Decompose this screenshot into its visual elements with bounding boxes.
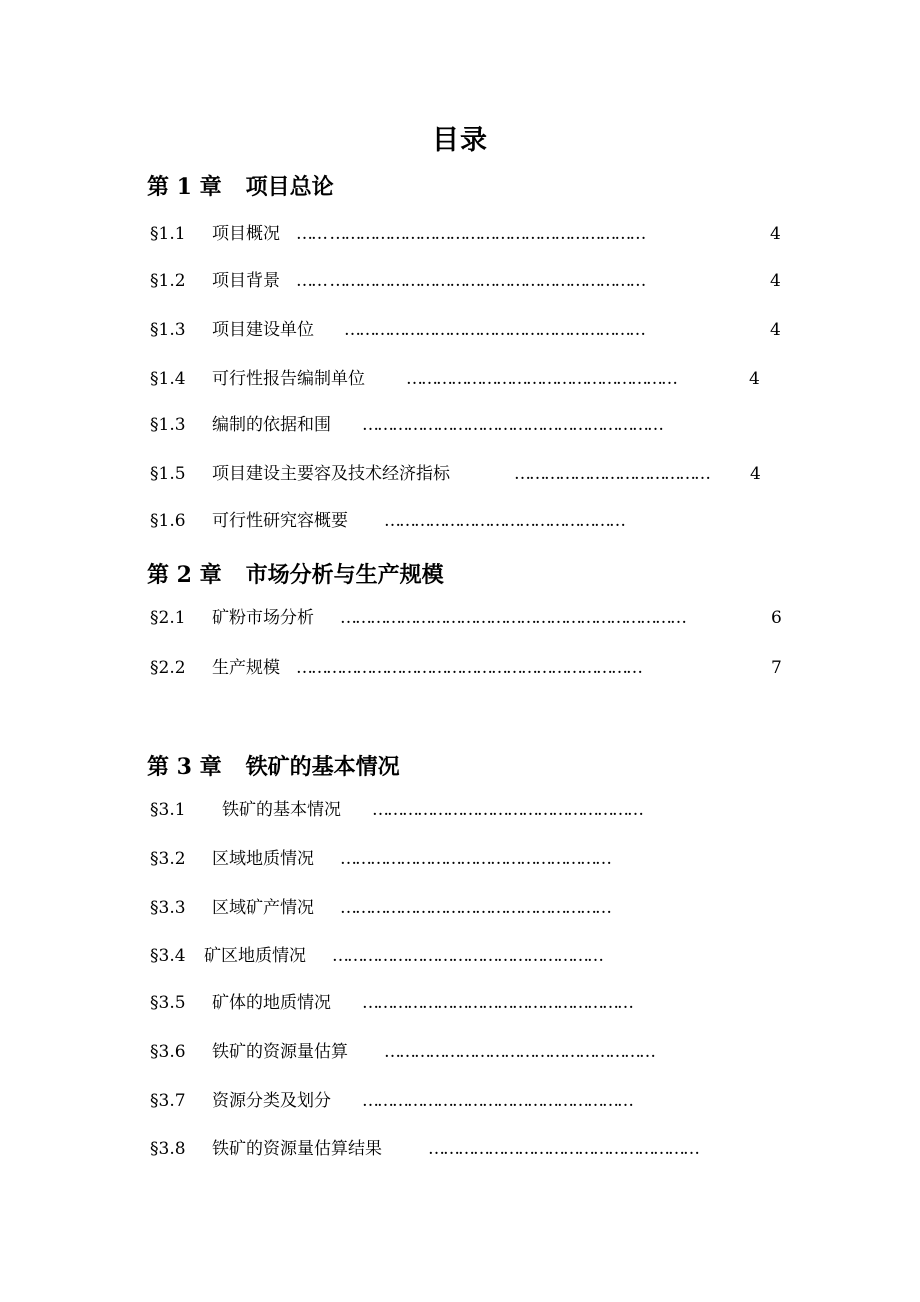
leader-dots: ……………………………………………… xyxy=(340,898,610,918)
chapter-heading-2 xyxy=(147,558,444,589)
section-title: 项目建设主要容及技术经济指标 xyxy=(212,464,450,484)
leader-dots: ……………………………………………… xyxy=(362,1091,632,1111)
leader-dots: ……………………………………………… xyxy=(406,369,676,389)
leader-dots: …………………………………………………… xyxy=(344,320,644,340)
section-number: §3.6 xyxy=(150,1042,186,1062)
section-title: 项目背景 xyxy=(212,271,280,291)
leader-dots: ……………………………………………… xyxy=(362,993,632,1013)
section-number: §1.3 xyxy=(150,320,186,340)
section-number: §1.5 xyxy=(150,464,186,484)
section-title: 可行性报告编制单位 xyxy=(212,369,365,389)
section-number: §3.4 xyxy=(150,946,186,966)
chapter-title: 铁矿的基本情况 xyxy=(245,754,400,780)
section-number: §2.1 xyxy=(150,608,186,628)
leader-dots: ……………………………………………… xyxy=(384,1042,654,1062)
section-title: 区域地质情况 xyxy=(212,849,314,869)
page-number: 4 xyxy=(770,271,781,291)
section-title: 可行性研究容概要 xyxy=(212,511,348,531)
section-number: §1.6 xyxy=(150,511,186,531)
page-number: 4 xyxy=(770,224,781,244)
page-number: 4 xyxy=(770,320,781,340)
chapter-title: 项目总论 xyxy=(245,174,334,200)
chapter-heading-3 xyxy=(147,750,400,781)
leader-dots: …………………………………………………………… xyxy=(296,658,641,678)
section-title: 项目概况 xyxy=(212,224,280,244)
chapter-heading-1 xyxy=(147,170,334,201)
leader-dots: …………………………………………………………… xyxy=(340,608,685,628)
page-number: 4 xyxy=(750,464,761,484)
leader-dots: ……………………………………………… xyxy=(340,849,610,869)
page-number: 4 xyxy=(749,369,760,389)
leader-dots: ………………………………… xyxy=(514,464,709,484)
leader-dots: …………………………………………………… xyxy=(362,415,662,435)
leader-dots: ……………………………………………… xyxy=(372,800,642,820)
chapter-label: 第 3 章 xyxy=(147,754,222,780)
section-number: §3.8 xyxy=(150,1139,186,1159)
section-title: 编制的依据和围 xyxy=(212,415,331,435)
section-title: 矿体的地质情况 xyxy=(212,993,331,1013)
chapter-title: 市场分析与生产规模 xyxy=(245,562,444,588)
section-number: §1.1 xyxy=(150,224,186,244)
page-number: 6 xyxy=(771,608,782,628)
section-number: §1.3 xyxy=(150,415,186,435)
leader-dots: …… ……………………………………………………… xyxy=(296,271,645,291)
section-number: §2.2 xyxy=(150,658,186,678)
chapter-label: 第 2 章 xyxy=(147,562,222,588)
section-title: 铁矿的资源量估算结果 xyxy=(212,1139,382,1159)
section-number: §3.7 xyxy=(150,1091,186,1111)
leader-dots: ……………………………………………… xyxy=(428,1139,698,1159)
section-number: §1.2 xyxy=(150,271,186,291)
section-title: 铁矿的资源量估算 xyxy=(212,1042,348,1062)
section-title: 项目建设单位 xyxy=(212,320,314,340)
section-number: §3.3 xyxy=(150,898,186,918)
section-number: §3.2 xyxy=(150,849,186,869)
section-title: 资源分类及划分 xyxy=(212,1091,331,1111)
chapter-label: 第 1 章 xyxy=(147,174,222,200)
page-title: 目录 xyxy=(432,125,488,156)
leader-dots: …… ……………………………………………………… xyxy=(296,224,645,244)
section-number: §3.5 xyxy=(150,993,186,1013)
section-title: 铁矿的基本情况 xyxy=(222,800,341,820)
section-title: 矿粉市场分析 xyxy=(212,608,314,628)
section-title: 矿区地质情况 xyxy=(204,946,306,966)
page-number: 7 xyxy=(771,658,782,678)
section-title: 生产规模 xyxy=(212,658,280,678)
section-number: §1.4 xyxy=(150,369,186,389)
section-title: 区域矿产情况 xyxy=(212,898,314,918)
leader-dots: ……………………………………………… xyxy=(332,946,602,966)
leader-dots: ………………………………………… xyxy=(384,511,624,531)
section-number: §3.1 xyxy=(150,800,186,820)
